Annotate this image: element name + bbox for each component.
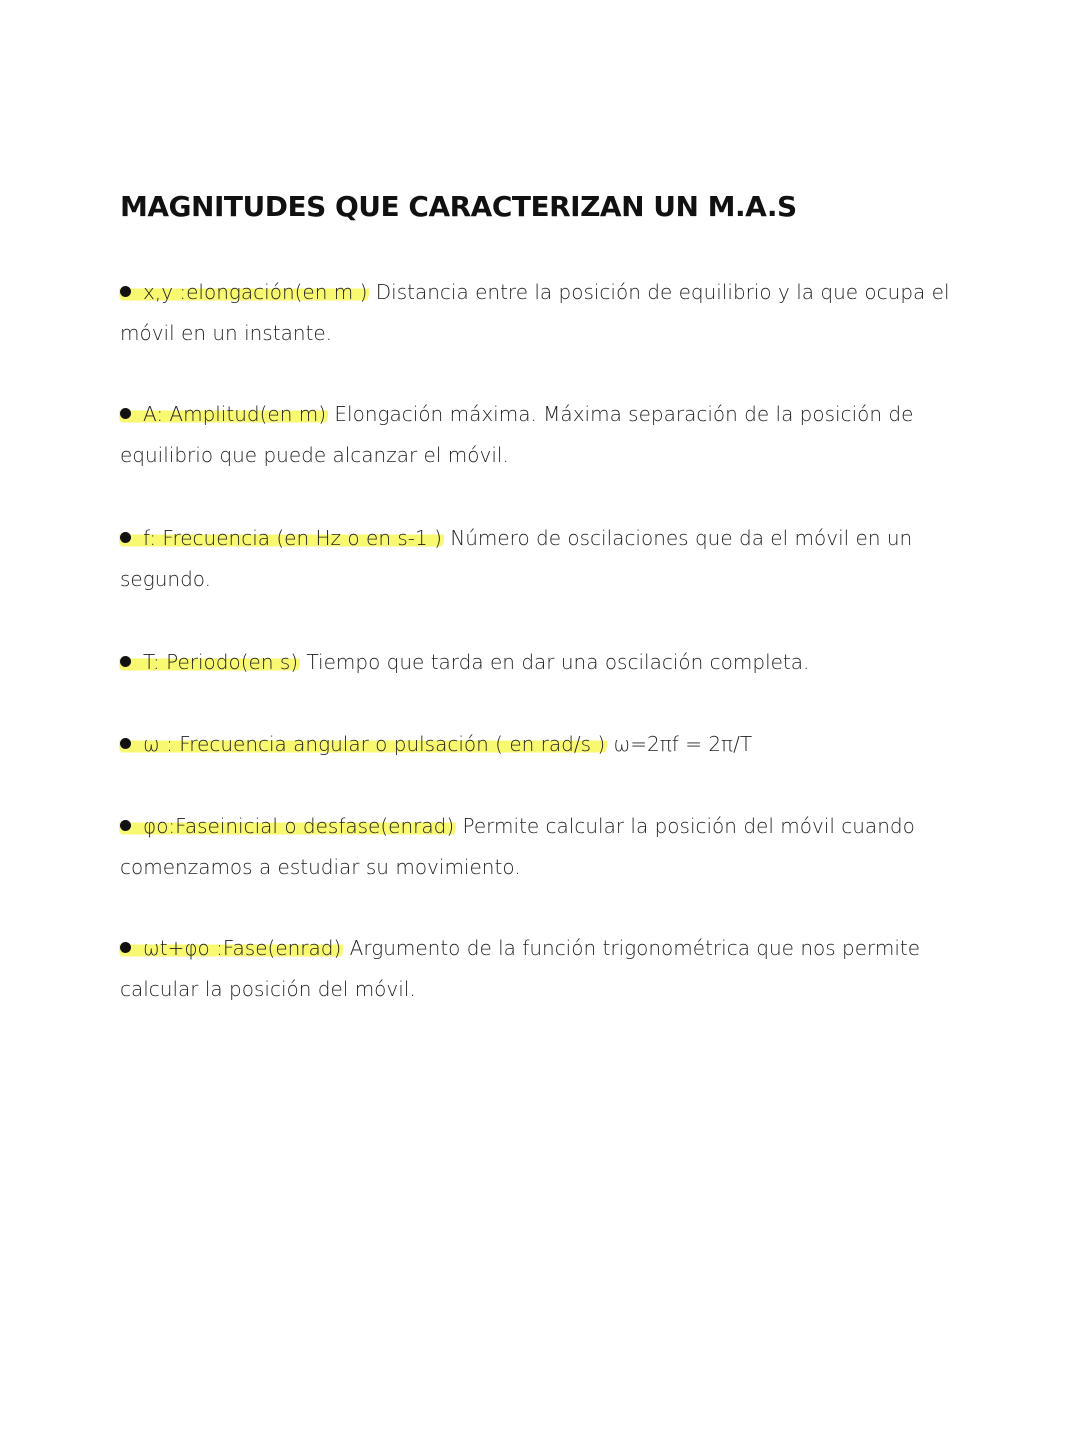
highlighted-term: A: Amplitud(en m)	[119, 402, 328, 426]
list-item-fase	[120, 928, 980, 1010]
highlighted-term: φo:Faseinicial o desfase(enrad)	[119, 814, 456, 838]
bullet-icon	[120, 286, 131, 297]
bullet-icon	[120, 820, 131, 831]
highlighted-term: x,y :elongación(en m )	[119, 280, 369, 304]
bullet-icon	[120, 408, 131, 419]
list-item-periodo	[120, 642, 980, 683]
formula: ω=2πf = 2π/T	[613, 732, 753, 756]
page-title: MAGNITUDES QUE CARACTERIZAN UN M.A.S	[120, 190, 797, 223]
list-item-amplitud	[120, 394, 980, 476]
list-item-frecuencia-angular	[120, 724, 980, 765]
bullet-icon	[120, 532, 131, 543]
bullet-icon	[120, 656, 131, 667]
highlighted-term: f: Frecuencia (en Hz o en s-1 )	[119, 526, 444, 550]
highlighted-term: T: Periodo(en s)	[119, 650, 300, 674]
term-description: Elongación máxima. Máxima separación de la posición de equilibrio que puede alcanzar el móvil.	[120, 402, 914, 467]
list-item-frecuencia	[120, 518, 980, 600]
list-item-elongacion	[120, 272, 980, 354]
term-description: Número de oscilaciones que da el móvil en un segundo.	[120, 526, 913, 591]
term-description: Distancia entre la posición de equilibrio y la que ocupa el móvil en un instante.	[120, 280, 950, 345]
term-description: Argumento de la función trigonométrica que nos permite calcular la posición del móvil.	[120, 936, 921, 1001]
highlighted-term: ωt+φo :Fase(enrad)	[119, 936, 343, 960]
list-item-fase-inicial	[120, 806, 980, 888]
term-description: Tiempo que tarda en dar una oscilación completa.	[306, 650, 810, 674]
term-description: Permite calcular la posición del móvil cuando comenzamos a estudiar su movimiento.	[120, 814, 915, 879]
bullet-icon	[120, 942, 131, 953]
bullet-icon	[120, 738, 131, 749]
highlighted-term: ω : Frecuencia angular o pulsación ( en rad/s )	[119, 732, 607, 756]
